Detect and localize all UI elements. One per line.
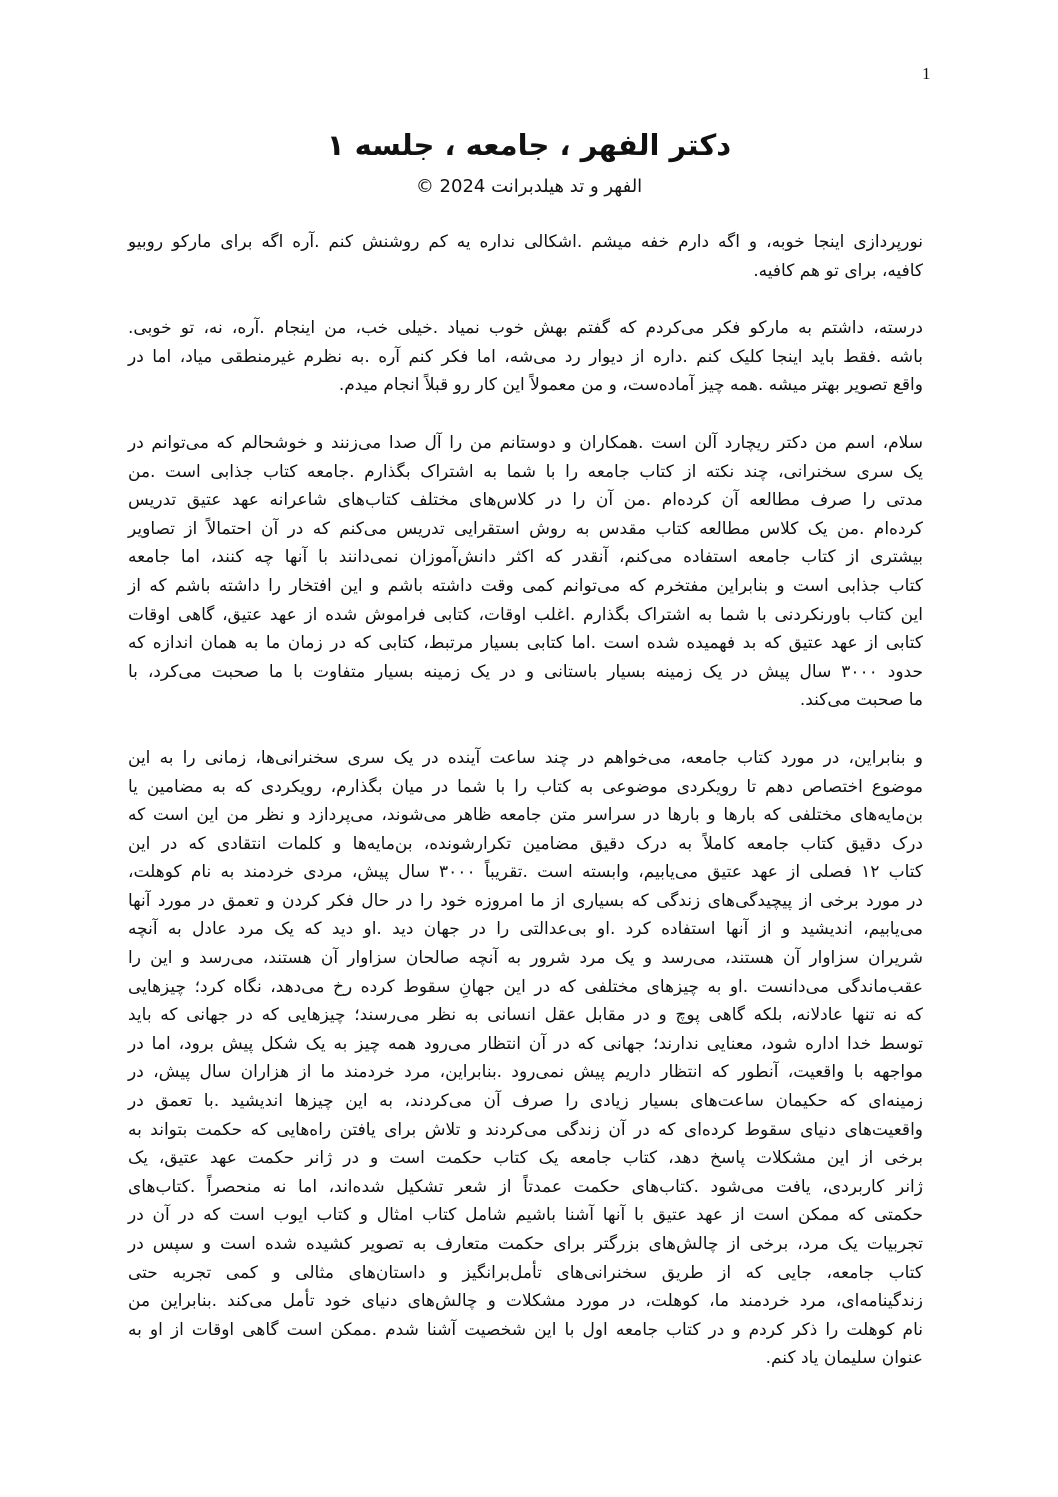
text-line: موضوع اختصاص دهم تا رویکردی موضوعی به کتاب را با شما در میان بگذارم، رویکردی که به مضامین یا — [128, 776, 923, 797]
text-line: کتاب ۱۲ فصلی از عهد عتیق می‌یابیم، وابسته است .تقریباً ۳۰۰۰ سال پیش، مردی خردمند به نام کوهلت، — [128, 862, 923, 883]
text-line: ما صحبت می‌کند. — [799, 690, 923, 711]
text-line: درک دقیق کتاب جامعه کاملاً به درک دقیق مضامین تکرارشونده، بن‌مایه‌ها و کلمات انتقادی که در این — [128, 833, 923, 854]
text-line: ژانر کاربردی، یافت می‌شود .کتاب‌های حکمت عمدتاً از شعر تشکیل شده‌اند، اما نه منحصراً .کتاب‌های — [128, 1176, 923, 1197]
text-line: کتاب جذابی است و بنابراین مفتخرم که می‌توانم کمی وقت داشته باشم و این افتخار را داشته باشم که از — [128, 575, 923, 596]
text-line: واقع تصویر بهتر میشه .همه چیز آماده‌ست، و من معمولاً این کار رو قبلاً انجام میدم. — [338, 375, 923, 396]
text-line: تجربیات یک مرد، برخی از چالش‌های بزرگتر برای حکمت متعارف به تصویر کشیده شده است و سپس در — [128, 1234, 923, 1254]
text-line: توسط خدا اداره شود، معنایی ندارند؛ جهانی که در آن انتظار می‌رود همه چیز به یک شکل پیش برود، اما در — [128, 1033, 923, 1054]
text-line: باشه .فقط باید اینجا کلیک کنم .داره از دیوار رد می‌شه، اما فکر کنم آره .به نظرم غیرمنطقی میاد، اما در — [128, 346, 923, 367]
page-number: 1 — [922, 64, 931, 83]
paragraph — [128, 314, 923, 400]
text-line: عنوان سلیمان یاد کنم. — [765, 1348, 923, 1369]
text-line: که نه تنها عادلانه، بلکه گاهی پوچ و در مقابل عقل انسانی به نظر می‌رسند؛ چیزهایی که در جهانی که باید — [128, 1005, 923, 1026]
text-line: و بنابراین، در مورد کتاب جامعه، می‌خواهم در چند ساعت آینده در یک سری سخنرانی‌ها، زمانی را به این — [128, 747, 923, 768]
text-line: عقب‌ماندگی می‌دانست .او به چیزهای مختلفی که در این جهانِ سقوط کرده رخ می‌دهد، نگاه کرد؛ چیزهایی — [128, 976, 923, 997]
paragraph — [128, 744, 923, 1373]
text-line: می‌یابیم، اندیشید و از آنها استفاده کرد .او بی‌عدالتی را در جهان دید .او دید که یک مرد عادل به آنچه — [128, 919, 923, 940]
document-title: دکتر الفهر ، جامعه ، جلسه ۱ — [326, 128, 732, 162]
text-line: در مورد برخی از پیچیدگی‌های زندگی که بسیاری از ما امروزه خود را در حال فکر کردن و تعمق در مورد آنها — [128, 890, 923, 911]
text-line: زمینه‌ای که حکیمان ساعت‌های بسیار زیادی را صرف آن می‌کردند، به این چیزها اندیشید .با تعمق در — [128, 1091, 923, 1112]
text-line: کرده‌ام .من یک کلاس مطالعه کتاب مقدس به روش استقرایی تدریس می‌کنم که در آن احتمالاً از تصاویر — [128, 518, 923, 539]
document-body — [128, 228, 923, 1402]
text-line: مواجهه با واقعیت، آنطور که انتظار داریم پیش نمی‌رود .بنابراین، مرد خردمند ما از هزاران سال پیش، در — [128, 1062, 923, 1083]
text-line: واقعیت‌های دنیای سقوط کرده‌ای که در آن زندگی می‌کردند و تلاش برای یافتن راه‌هایی که حکمت بتواند به — [128, 1119, 923, 1140]
text-line: کتاب جامعه، جایی که از طریق سخنرانی‌های تأمل‌برانگیز و داستان‌های مثالی و کمی تجربه حتی — [128, 1262, 923, 1283]
text-line: نورپردازی اینجا خوبه، و اگه دارم خفه میشم .اشکالی نداره یه کم روشنش کنم .آره اگه برای مارکو روبیو — [128, 232, 923, 252]
text-line: درسته، داشتم به مارکو فکر می‌کردم که گفتم بهش خوب نمیاد .خیلی خب، من اینجام .آره، نه، تو خوبی. — [128, 318, 923, 339]
text-line: برخی از این مشکلات پاسخ دهد، کتاب جامعه یک کتاب حکمت است و در ژانر حکمت عهد عتیق، یک — [128, 1148, 923, 1169]
text-line: کافیه، برای تو هم کافیه. — [753, 260, 923, 281]
text-line: بیشتری از کتاب جامعه استفاده می‌کنم، آنقدر که اکثر دانش‌آموزان نمی‌دانند با آنها چه کنند، اما جامعه — [128, 547, 923, 568]
text-line: شریران سزاوار آن هستند، می‌رسد و یک مرد شرور به آنچه صالحان سزاوار آن هستند، می‌رسد و این را — [128, 948, 923, 969]
text-line: زندگینامه‌ای، مرد خردمند ما، کوهلت، در مورد مشکلات و چالش‌های دنیای خود تأمل می‌کند .بنابراین من — [128, 1291, 923, 1312]
text-line: یک سری سخنرانی، چند نکته از کتاب جامعه را با شما به اشتراک بگذارم .جامعه کتاب جذابی است .من — [128, 461, 923, 482]
paragraph — [128, 228, 923, 285]
text-line: نام کوهلت را ذکر کردم و در کتاب جامعه اول با این شخصیت آشنا شدم .ممکن است گاهی اوقات از او به — [128, 1319, 923, 1340]
text-line: حکمتی که ممکن است از عهد عتیق با آنها آشنا باشیم شامل کتاب امثال و کتاب ایوب است که در آن در — [128, 1205, 923, 1226]
paragraph — [128, 429, 923, 715]
text-line: بن‌مایه‌های مختلفی که بارها و بارها در سراسر متن جامعه ظاهر می‌شوند، می‌پردازد و نظر من این است که — [128, 805, 923, 826]
text-line: حدود ۳۰۰۰ سال پیش در یک زمینه بسیار باستانی و در یک زمینه بسیار متفاوت با ما صحبت می‌کرد، با — [128, 661, 923, 682]
document-subtitle: الفهر و تد هیلدبرانت 2024 © — [415, 176, 643, 197]
text-line: این کتاب باورنکردنی با شما به اشتراک بگذارم .اغلب اوقات، کتابی فراموش شده از عهد عتیق، گاهی اوقات — [128, 604, 923, 625]
text-line: سلام، اسم من دکتر ریچارد آلن است .همکاران و دوستانم من را آل صدا می‌زنند و خوشحالم که می‌توانم در — [128, 432, 923, 453]
text-line: مدتی را صرف مطالعه آن کرده‌ام .من آن را در کلاس‌های مختلف کتاب‌های شاعرانه عهد عتیق تدریس — [128, 490, 923, 511]
text-line: کتابی از عهد عتیق که بد فهمیده شده است .اما کتابی بسیار مرتبط، کتابی که در زمان ما به همان اندازه که — [128, 633, 923, 654]
